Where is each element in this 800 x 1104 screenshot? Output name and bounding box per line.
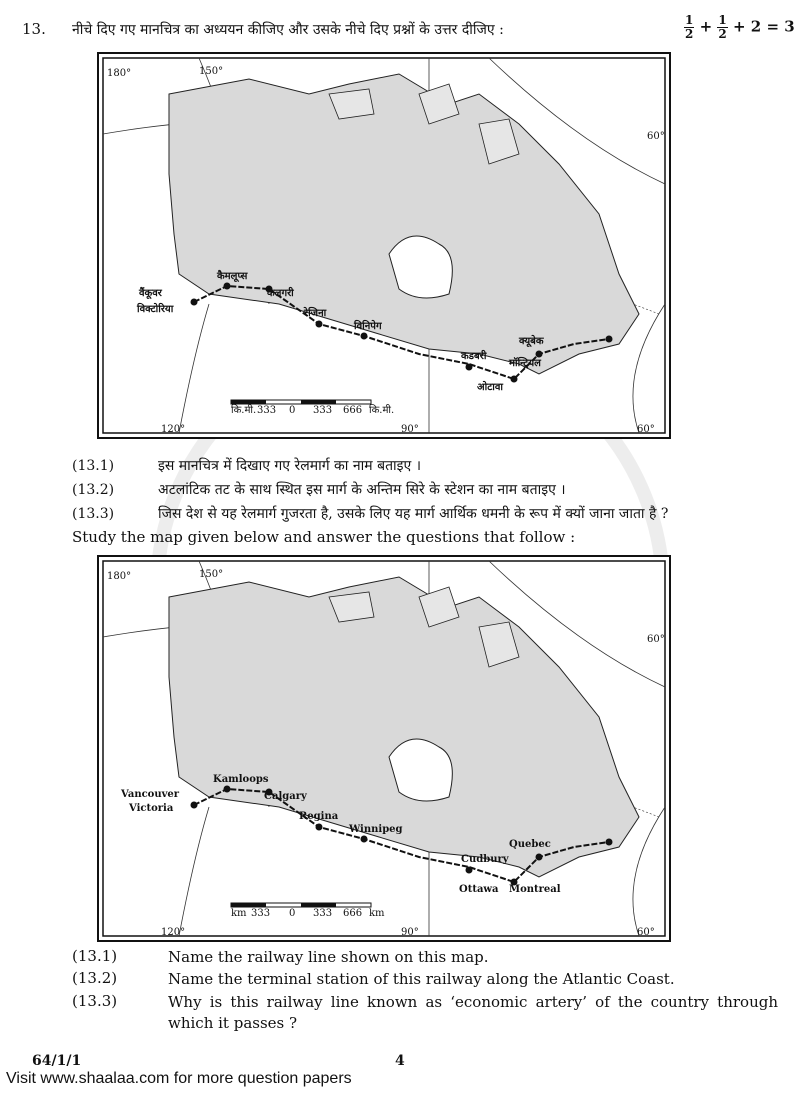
sub-question-hi-3: (13.3) जिस देश से यह रेलमार्ग गुजरता है, उसके लिए यह मार्ग आर्थिक धमनी के रूप में क्यों जाना जाता है ? [72, 506, 669, 522]
station-vancouver: वैंकूवर [139, 288, 162, 299]
sub-question-hi-2: (13.2) अटलांटिक तट के साथ स्थित इस मार्ग के अन्तिम सिरे के स्टेशन का नाम बताइए । [72, 482, 566, 498]
lat-label-60-right: 60° [647, 634, 665, 645]
station-cudbury: कडबरी [461, 351, 487, 362]
scale-v3: 333 [313, 405, 333, 416]
station-calgary: कैलगरी [267, 288, 294, 299]
lon-label-180: 180° [107, 68, 132, 79]
station-vancouver: Vancouver [121, 789, 180, 800]
question-text-hindi: नीचे दिए गए मानचित्र का अध्ययन कीजिए और उसके नीचे दिए प्रश्नों के उत्तर दीजिए : [72, 22, 504, 38]
station-ottawa: Ottawa [459, 884, 499, 895]
station-quebec: क्यूबेक [519, 336, 544, 347]
lat-label-60-right: 60° [647, 131, 665, 142]
scale-v4: 666 [343, 405, 363, 416]
station-victoria: विक्टोरिया [137, 304, 174, 315]
scale-v1: 333 [257, 405, 277, 416]
station-kamloops: कैमलूप्स [217, 271, 248, 282]
lon-label-90: 90° [401, 927, 419, 938]
station-winnipeg: Winnipeg [349, 824, 403, 835]
station-quebec: Quebec [509, 839, 551, 850]
map-canada-hindi [97, 52, 671, 439]
scale-v2: 0 [289, 908, 296, 919]
scale-right-unit: कि.मी. [369, 405, 395, 416]
station-montreal: मॉन्ट्रियल [509, 358, 541, 369]
scale-v2: 0 [289, 405, 296, 416]
lon-label-150: 150° [199, 66, 224, 77]
station-ottawa: ओटावा [477, 382, 504, 393]
station-regina: Regina [299, 811, 339, 822]
page-number: 4 [395, 1053, 405, 1069]
station-montreal: Montreal [509, 884, 561, 895]
map-canvas-english [99, 557, 669, 940]
station-regina: रेजिना [304, 308, 327, 319]
lon-label-180: 180° [107, 571, 132, 582]
site-note-link[interactable]: Visit www.shaalaa.com for more question papers [6, 1070, 352, 1087]
question-number: 13. [22, 20, 46, 38]
map-canvas-hindi [99, 54, 669, 437]
station-cudbury: Cudbury [461, 854, 509, 865]
station-winnipeg: विनिपेग [354, 321, 382, 332]
station-kamloops: Kamloops [213, 774, 269, 785]
map-canada-english [97, 555, 671, 942]
lon-label-150: 150° [199, 569, 224, 580]
lon-label-60-bottom: 60° [637, 927, 655, 938]
lon-label-120: 120° [161, 424, 186, 435]
marks-fraction-2: $\frac{1}{2}$ [718, 13, 727, 41]
station-victoria: Victoria [129, 803, 174, 814]
sub-question-hi-1: (13.1) इस मानचित्र में दिखाए गए रेलमार्ग का नाम बताइए । [72, 458, 422, 474]
scale-left-unit: कि.मी. [231, 405, 257, 416]
scale-v1: 333 [251, 908, 271, 919]
lon-label-90: 90° [401, 424, 419, 435]
lon-label-120: 120° [161, 927, 186, 938]
study-instruction: Study the map given below and answer the questions that follow : [72, 528, 576, 546]
marks-allocation: $\frac{1}{2}$ + $\frac{1}{2}$ + 2 = 3 [685, 13, 795, 41]
station-calgary: Calgary [264, 791, 307, 802]
marks-fraction-1: $\frac{1}{2}$ [685, 13, 694, 41]
scale-left-unit: km [231, 908, 247, 919]
paper-code: 64/1/1 [32, 1053, 82, 1069]
scale-v4: 666 [343, 908, 363, 919]
lon-label-60-bottom: 60° [637, 424, 655, 435]
scale-right-unit: km [369, 908, 385, 919]
scale-v3: 333 [313, 908, 333, 919]
